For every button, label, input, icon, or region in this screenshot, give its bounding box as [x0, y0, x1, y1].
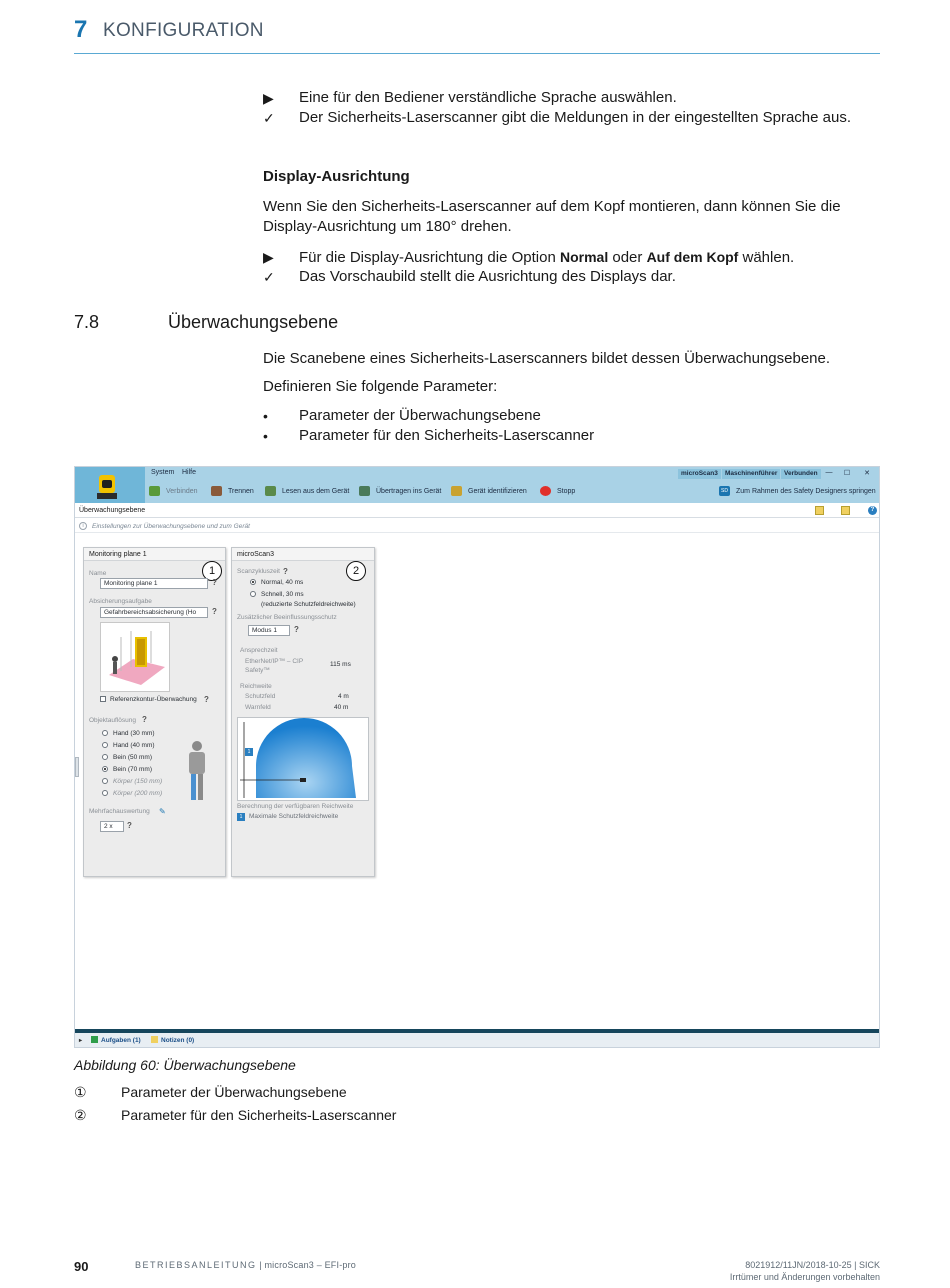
transfer-device-button[interactable]: Übertragen ins Gerät: [359, 486, 441, 496]
document-title: BETRIEBSANLEITUNG | microScan3 – EFI-pro: [135, 1260, 357, 1270]
tab-operator[interactable]: Maschinenführer: [722, 469, 780, 479]
range-marker-badge: 1: [237, 813, 245, 821]
option-body-150[interactable]: Körper (150 mm): [102, 778, 162, 785]
close-button[interactable]: ✕: [864, 470, 870, 477]
pencil-icon[interactable]: ✎: [159, 807, 166, 816]
list-item: • Parameter für den Sicherheits-Laserscanner: [263, 427, 595, 444]
jump-frame-button[interactable]: SD Zum Rahmen des Safety Designers springen: [719, 486, 876, 496]
option-normal: Normal: [559, 249, 609, 265]
list-item: • Parameter der Überwachungsebene: [263, 407, 541, 424]
option-fast-30ms[interactable]: Schnell, 30 ms: [250, 591, 304, 598]
menu-help[interactable]: Hilfe: [182, 469, 197, 476]
legend-text: Parameter für den Sicherheits-Laserscanner: [121, 1107, 397, 1123]
check-icon: ✓: [263, 110, 275, 126]
result-step: [263, 108, 883, 128]
document-info: [730, 1259, 880, 1283]
max-protective-range: 1 Maximale Schutzfeldreichweite: [237, 813, 338, 821]
section-title: Überwachungsebene: [168, 312, 339, 332]
section-number: 7.8: [74, 312, 100, 332]
callout-1: 1: [202, 561, 222, 581]
warning-field-value: 40 m: [334, 704, 349, 711]
disconnect-icon: [211, 486, 222, 496]
tasks-tab[interactable]: Aufgaben (1): [91, 1036, 141, 1044]
connect-icon: [149, 486, 160, 496]
response-interface: EtherNet/IP™ – CIP Safety™: [245, 658, 304, 674]
device-logo: [75, 467, 145, 503]
multi-evaluation-select[interactable]: 2 x: [100, 821, 124, 832]
help-icon[interactable]: ?: [127, 821, 132, 830]
status-bar: [75, 1033, 880, 1048]
instruction-step: [263, 247, 883, 268]
tab-microscan3[interactable]: microScan3: [678, 469, 721, 479]
arrow-icon: ▶: [263, 90, 274, 106]
bullet-icon: •: [263, 428, 268, 444]
fast-mode-note: (reduzierte Schutzfeldreichweite): [261, 601, 356, 608]
info-text: Einstellungen zur Überwachungsebene und zum Gerät: [92, 523, 250, 530]
range-label: Reichweite: [240, 683, 272, 690]
option-leg-50[interactable]: Bein (50 mm): [102, 754, 152, 761]
legend-text: Parameter der Überwachungsebene: [121, 1084, 347, 1100]
help-icon[interactable]: ?: [868, 506, 877, 515]
header-divider: [74, 53, 880, 54]
legend-item: [74, 1107, 396, 1124]
callout-2: 2: [346, 561, 366, 581]
identify-device-button[interactable]: Gerät identifizieren: [451, 486, 527, 496]
protective-field-label: Schutzfeld: [245, 693, 276, 700]
name-input[interactable]: Monitoring plane 1: [100, 578, 208, 589]
result-text: Das Vorschaubild stellt die Ausrichtung des Displays dar.: [299, 268, 676, 285]
read-device-button[interactable]: Lesen aus dem Gerät: [265, 486, 349, 496]
legend-symbol: ①: [74, 1084, 87, 1100]
menu-system[interactable]: System: [151, 469, 175, 476]
read-icon: [265, 486, 276, 496]
page-number: 90: [74, 1259, 89, 1274]
chapter-title: KONFIGURATION: [103, 20, 264, 41]
task-select[interactable]: Gefahrbereichsabsicherung (Ho: [100, 607, 208, 618]
export-icon[interactable]: [815, 506, 824, 515]
help-icon[interactable]: ?: [294, 625, 299, 634]
panel-title: Monitoring plane 1: [84, 548, 225, 561]
interference-mode-select[interactable]: Modus 1: [248, 625, 290, 636]
help-icon[interactable]: ?: [212, 578, 217, 587]
result-step: [263, 267, 883, 287]
reference-contour-checkbox[interactable]: Referenzkontur-Überwachung: [100, 696, 197, 703]
object-resolution-label: Objektauflösung: [89, 717, 136, 724]
bullet-icon: •: [263, 408, 268, 424]
stop-button[interactable]: Stopp: [540, 486, 575, 496]
paragraph: Definieren Sie folgende Parameter:: [263, 378, 498, 395]
info-bar: [75, 521, 880, 533]
option-leg-70[interactable]: Bein (70 mm): [102, 766, 152, 773]
legend-item: [74, 1084, 347, 1101]
help-icon[interactable]: ?: [212, 607, 217, 616]
instruction-text: Eine für den Bediener verständliche Sprache auswählen.: [299, 89, 677, 106]
hazard-area-illustration: [100, 622, 170, 692]
identify-icon: [451, 486, 462, 496]
paragraph: Wenn Sie den Sicherheits-Laserscanner auf dem Kopf montieren, dann können Sie die Display-Ausrichtung um 180° drehen.: [263, 198, 841, 235]
legend-symbol: ②: [74, 1107, 87, 1123]
instruction-text: Für die Display-Ausrichtung die Option Normal oder Auf dem Kopf wählen.: [299, 249, 795, 266]
option-hand-40[interactable]: Hand (40 mm): [102, 742, 155, 749]
scanner-icon: [75, 467, 145, 503]
info-icon: i: [79, 522, 87, 530]
protective-field-value: 4 m: [338, 693, 349, 700]
microscan3-panel: [231, 547, 375, 877]
disclaimer: Irrtümer und Änderungen vorbehalten: [729, 1272, 880, 1282]
note-icon: [151, 1036, 158, 1043]
subheading: Display-Ausrichtung: [263, 168, 410, 185]
paragraph: Die Scanebene eines Sicherheits-Laserscanners bildet dessen Überwachungsebene.: [263, 350, 831, 367]
stop-icon: [540, 486, 551, 496]
expand-icon[interactable]: ▸: [79, 1038, 83, 1044]
safety-designer-icon: SD: [719, 486, 730, 496]
option-hand-30[interactable]: Hand (30 mm): [102, 730, 155, 737]
tab-bar: [75, 505, 880, 518]
instruction-step: [263, 88, 883, 108]
minimize-button[interactable]: —: [825, 469, 833, 476]
help-icon[interactable]: ?: [204, 695, 209, 704]
tab-connected[interactable]: Verbunden: [781, 469, 821, 479]
figure-caption: Abbildung 60: Überwachungsebene: [74, 1057, 296, 1073]
panel-title: microScan3: [232, 548, 374, 561]
tab-monitoring-plane[interactable]: Überwachungsebene: [79, 507, 146, 514]
check-icon: ✓: [263, 269, 275, 285]
maximize-button[interactable]: ☐: [843, 470, 851, 477]
option-body-200[interactable]: Körper (200 mm): [102, 790, 162, 797]
response-time-label: Ansprechzeit: [240, 647, 278, 654]
software-screenshot: [74, 466, 880, 1048]
disconnect-button[interactable]: Trennen: [211, 486, 254, 496]
flag-icon: [91, 1036, 98, 1043]
response-time-value: 115 ms: [330, 661, 351, 668]
chapter-number: 7: [74, 16, 88, 43]
help-icon[interactable]: ?: [283, 567, 288, 576]
warning-field-label: Warnfeld: [245, 704, 271, 711]
transfer-icon: [359, 486, 370, 496]
menu-bar: [147, 467, 880, 479]
person-silhouette-icon: [182, 740, 212, 804]
option-upside-down: Auf dem Kopf: [646, 249, 739, 265]
arrow-icon: ▶: [263, 249, 274, 265]
field-range-diagram: [237, 717, 369, 801]
edit-icon[interactable]: [841, 506, 850, 515]
notes-tab[interactable]: Notizen (0): [151, 1036, 194, 1044]
help-icon[interactable]: ?: [142, 715, 147, 724]
hazard-area-graphic: [101, 623, 171, 693]
result-text: Der Sicherheits-Laserscanner gibt die Meldungen in der eingestellten Sprache aus.: [299, 109, 851, 126]
interference-protection-label: Zusätzlicher Beeinflussungsschutz: [237, 614, 337, 621]
document-id: 8021912/11JN/2018-10-25 | SICK: [745, 1260, 880, 1270]
field-range-graphic: [238, 718, 370, 802]
name-label: Name: [89, 570, 107, 577]
range-marker: 1: [245, 748, 253, 756]
range-calculation-label: Berechnung der verfügbaren Reichweite: [237, 803, 354, 810]
multi-evaluation-label: Mehrfachauswertung: [89, 808, 150, 815]
connect-button[interactable]: Verbinden: [149, 486, 198, 496]
collapse-handle[interactable]: [75, 757, 79, 777]
scan-cycle-label: Scanzykluszeit: [237, 568, 280, 575]
option-normal-40ms[interactable]: Normal, 40 ms: [250, 579, 303, 586]
task-label: Absicherungsaufgabe: [89, 598, 152, 605]
monitoring-plane-panel: [83, 547, 226, 877]
